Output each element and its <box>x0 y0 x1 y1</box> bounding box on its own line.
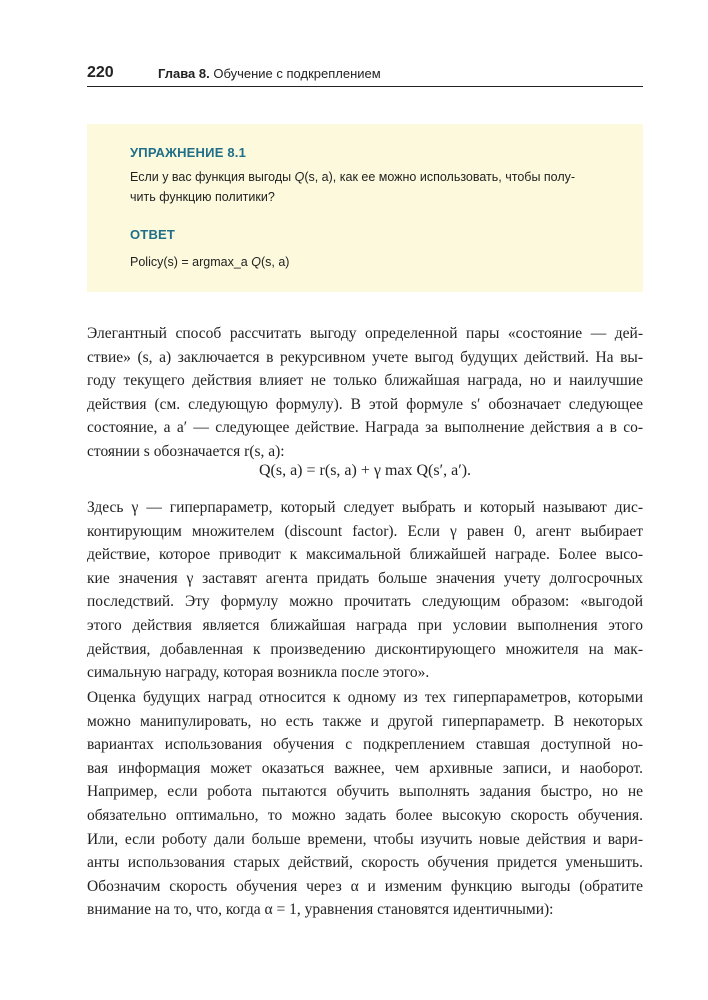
question-line: Если у вас функция выгоды Q(s, a), как ее можно использовать, чтобы полу- <box>130 170 576 184</box>
text-line: этого действия является ближайшая награда при условии выполнения этого <box>87 616 643 634</box>
text-line: можно манипулировать, но есть также и другой гиперпараметр. В некоторых <box>87 712 643 730</box>
text-line: вариантах использования обучения с подкреплением ставшая доступной но- <box>87 736 643 754</box>
paragraph-discount-factor <box>87 496 643 685</box>
text-line: последствий. Эту формулу можно прочитать следующим образом: «выгодой <box>87 593 643 611</box>
answer-text: Policy(s) = argmax_a Q(s, a) <box>130 255 290 269</box>
question-line: чить функцию политики? <box>130 189 275 204</box>
text-line: вая информация может оказаться важнее, чем архивные записи, и наоборот. <box>87 759 643 777</box>
text-line: состояние, а a′ — следующее действие. Награда за выполнение действия a в со- <box>87 419 643 437</box>
running-header <box>87 62 643 87</box>
paragraph-learning-rate <box>87 686 643 922</box>
text-line: кие значения γ заставят агента придать больше значения учету долгосрочных <box>87 569 643 587</box>
exercise-box <box>87 124 643 292</box>
chapter-heading <box>158 66 381 81</box>
answer-title: ОТВЕТ <box>130 227 176 242</box>
chapter-label: Глава 8. <box>158 66 210 81</box>
text-line: анты использования старых действий, скорость обучения придется уменьшить. <box>87 854 643 872</box>
text-line: Здесь γ — гиперпараметр, который следует выбрать и который называют дис- <box>87 499 643 516</box>
paragraph-value-recursion <box>87 322 643 464</box>
text-line: Например, если робота пытаются обучить выполнять задания быстро, но не <box>87 783 643 801</box>
text-line: Или, если роботу дали больше времени, чтобы изучить новые действия и вари- <box>87 830 643 848</box>
text-line: стоянии s обозначается r(s, a): <box>87 442 285 460</box>
text-line: году текущего действия влияет не только ближайшая награда, но и наилучшие <box>87 372 643 390</box>
page-number: 220 <box>87 64 114 81</box>
text-line: обязательно оптимально, то можно задать более высокую скорость обучения. <box>87 806 643 824</box>
text-line: ствие» (s, a) заключается в рекурсивном учете выгод будущих действий. На вы- <box>87 348 643 366</box>
text-line: Обозначим скорость обучения через α и изменим функцию выгоды (обратите <box>87 877 643 895</box>
text-line: Элегантный способ рассчитать выгоду определенной пары «состояние — дей- <box>87 325 643 342</box>
text-line: действие, которое приводит к максимальной ближайшей награде. Более высо- <box>87 546 643 564</box>
chapter-title: Обучение с подкреплением <box>213 66 381 81</box>
text-line: действия, добавленная к произведению дисконтирующего множителя на мак- <box>87 640 643 658</box>
text-line: симальную награду, которая возникла после этого». <box>87 664 430 682</box>
text-line: действия (см. следующую формулу). В этой формуле s′ обозначает следующее <box>87 395 643 413</box>
exercise-title: УПРАЖНЕНИЕ 8.1 <box>130 145 247 160</box>
exercise-question <box>130 168 610 207</box>
text-line: Оценка будущих наград относится к одному из тех гиперпараметров, которыми <box>87 689 643 706</box>
text-line: внимание на то, что, когда α = 1, уравнения становятся идентичными): <box>87 901 554 919</box>
text-line: контирующим множителем (discount factor). Если γ равен 0, агент выбирает <box>87 522 643 540</box>
q-value-formula: Q(s, a) = r(s, a) + γ max Q(s′, a′). <box>258 462 472 479</box>
